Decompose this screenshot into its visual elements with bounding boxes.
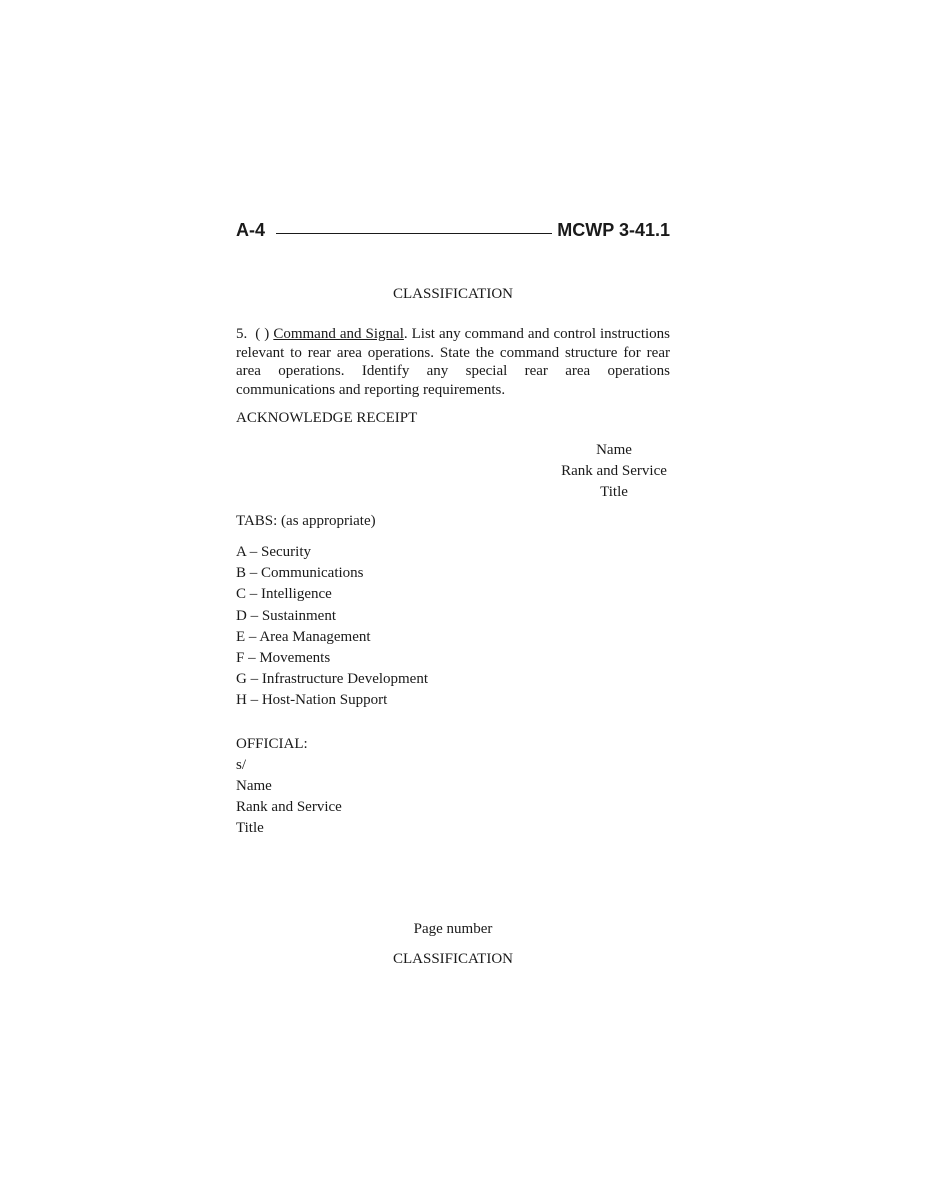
page-number: Page number <box>413 921 493 937</box>
tabs-list <box>236 542 428 712</box>
official-name: Name <box>236 778 272 794</box>
tab-item: C – Intelligence <box>236 586 332 603</box>
paragraph-command-and-signal <box>236 325 670 399</box>
tabs-heading: TABS: (as appropriate) <box>236 513 376 529</box>
official-block <box>236 734 342 839</box>
official-rank: Rank and Service <box>236 799 342 815</box>
header-publication-id: MCWP 3-41.1 <box>557 220 670 240</box>
classification-bottom: CLASSIFICATION <box>392 951 513 967</box>
tab-item: B – Communications <box>236 565 364 582</box>
paragraph-title: Command and Signal <box>273 326 404 342</box>
paragraph-body: . List any command and control instructions relevant to rear area operations. State the command structure for rear area operations. Identify any special rear area operations communications and reporting requirements. <box>236 326 671 398</box>
tab-item: G – Infrastructure Development <box>236 671 429 688</box>
official-label: OFFICIAL: <box>236 736 308 752</box>
official-signature: s/ <box>236 757 247 773</box>
tab-item: H – Host-Nation Support <box>236 692 388 709</box>
header-page-id: A-4 <box>236 220 266 240</box>
signature-block <box>552 440 676 503</box>
signature-title: Title <box>600 484 628 500</box>
paragraph-number: 5. <box>236 326 248 342</box>
tab-item: A – Security <box>236 544 311 560</box>
header-rule <box>276 233 552 234</box>
official-title: Title <box>236 820 264 836</box>
tab-item: D – Sustainment <box>236 607 336 624</box>
tab-item: E – Area Management <box>236 628 371 645</box>
classification-top: CLASSIFICATION <box>392 286 513 302</box>
paragraph-marking: ( ) <box>255 326 270 342</box>
signature-name: Name <box>596 442 632 458</box>
acknowledge-receipt: ACKNOWLEDGE RECEIPT <box>236 410 418 426</box>
signature-rank: Rank and Service <box>561 463 667 479</box>
tab-item: F – Movements <box>236 650 331 667</box>
running-header <box>236 220 670 248</box>
